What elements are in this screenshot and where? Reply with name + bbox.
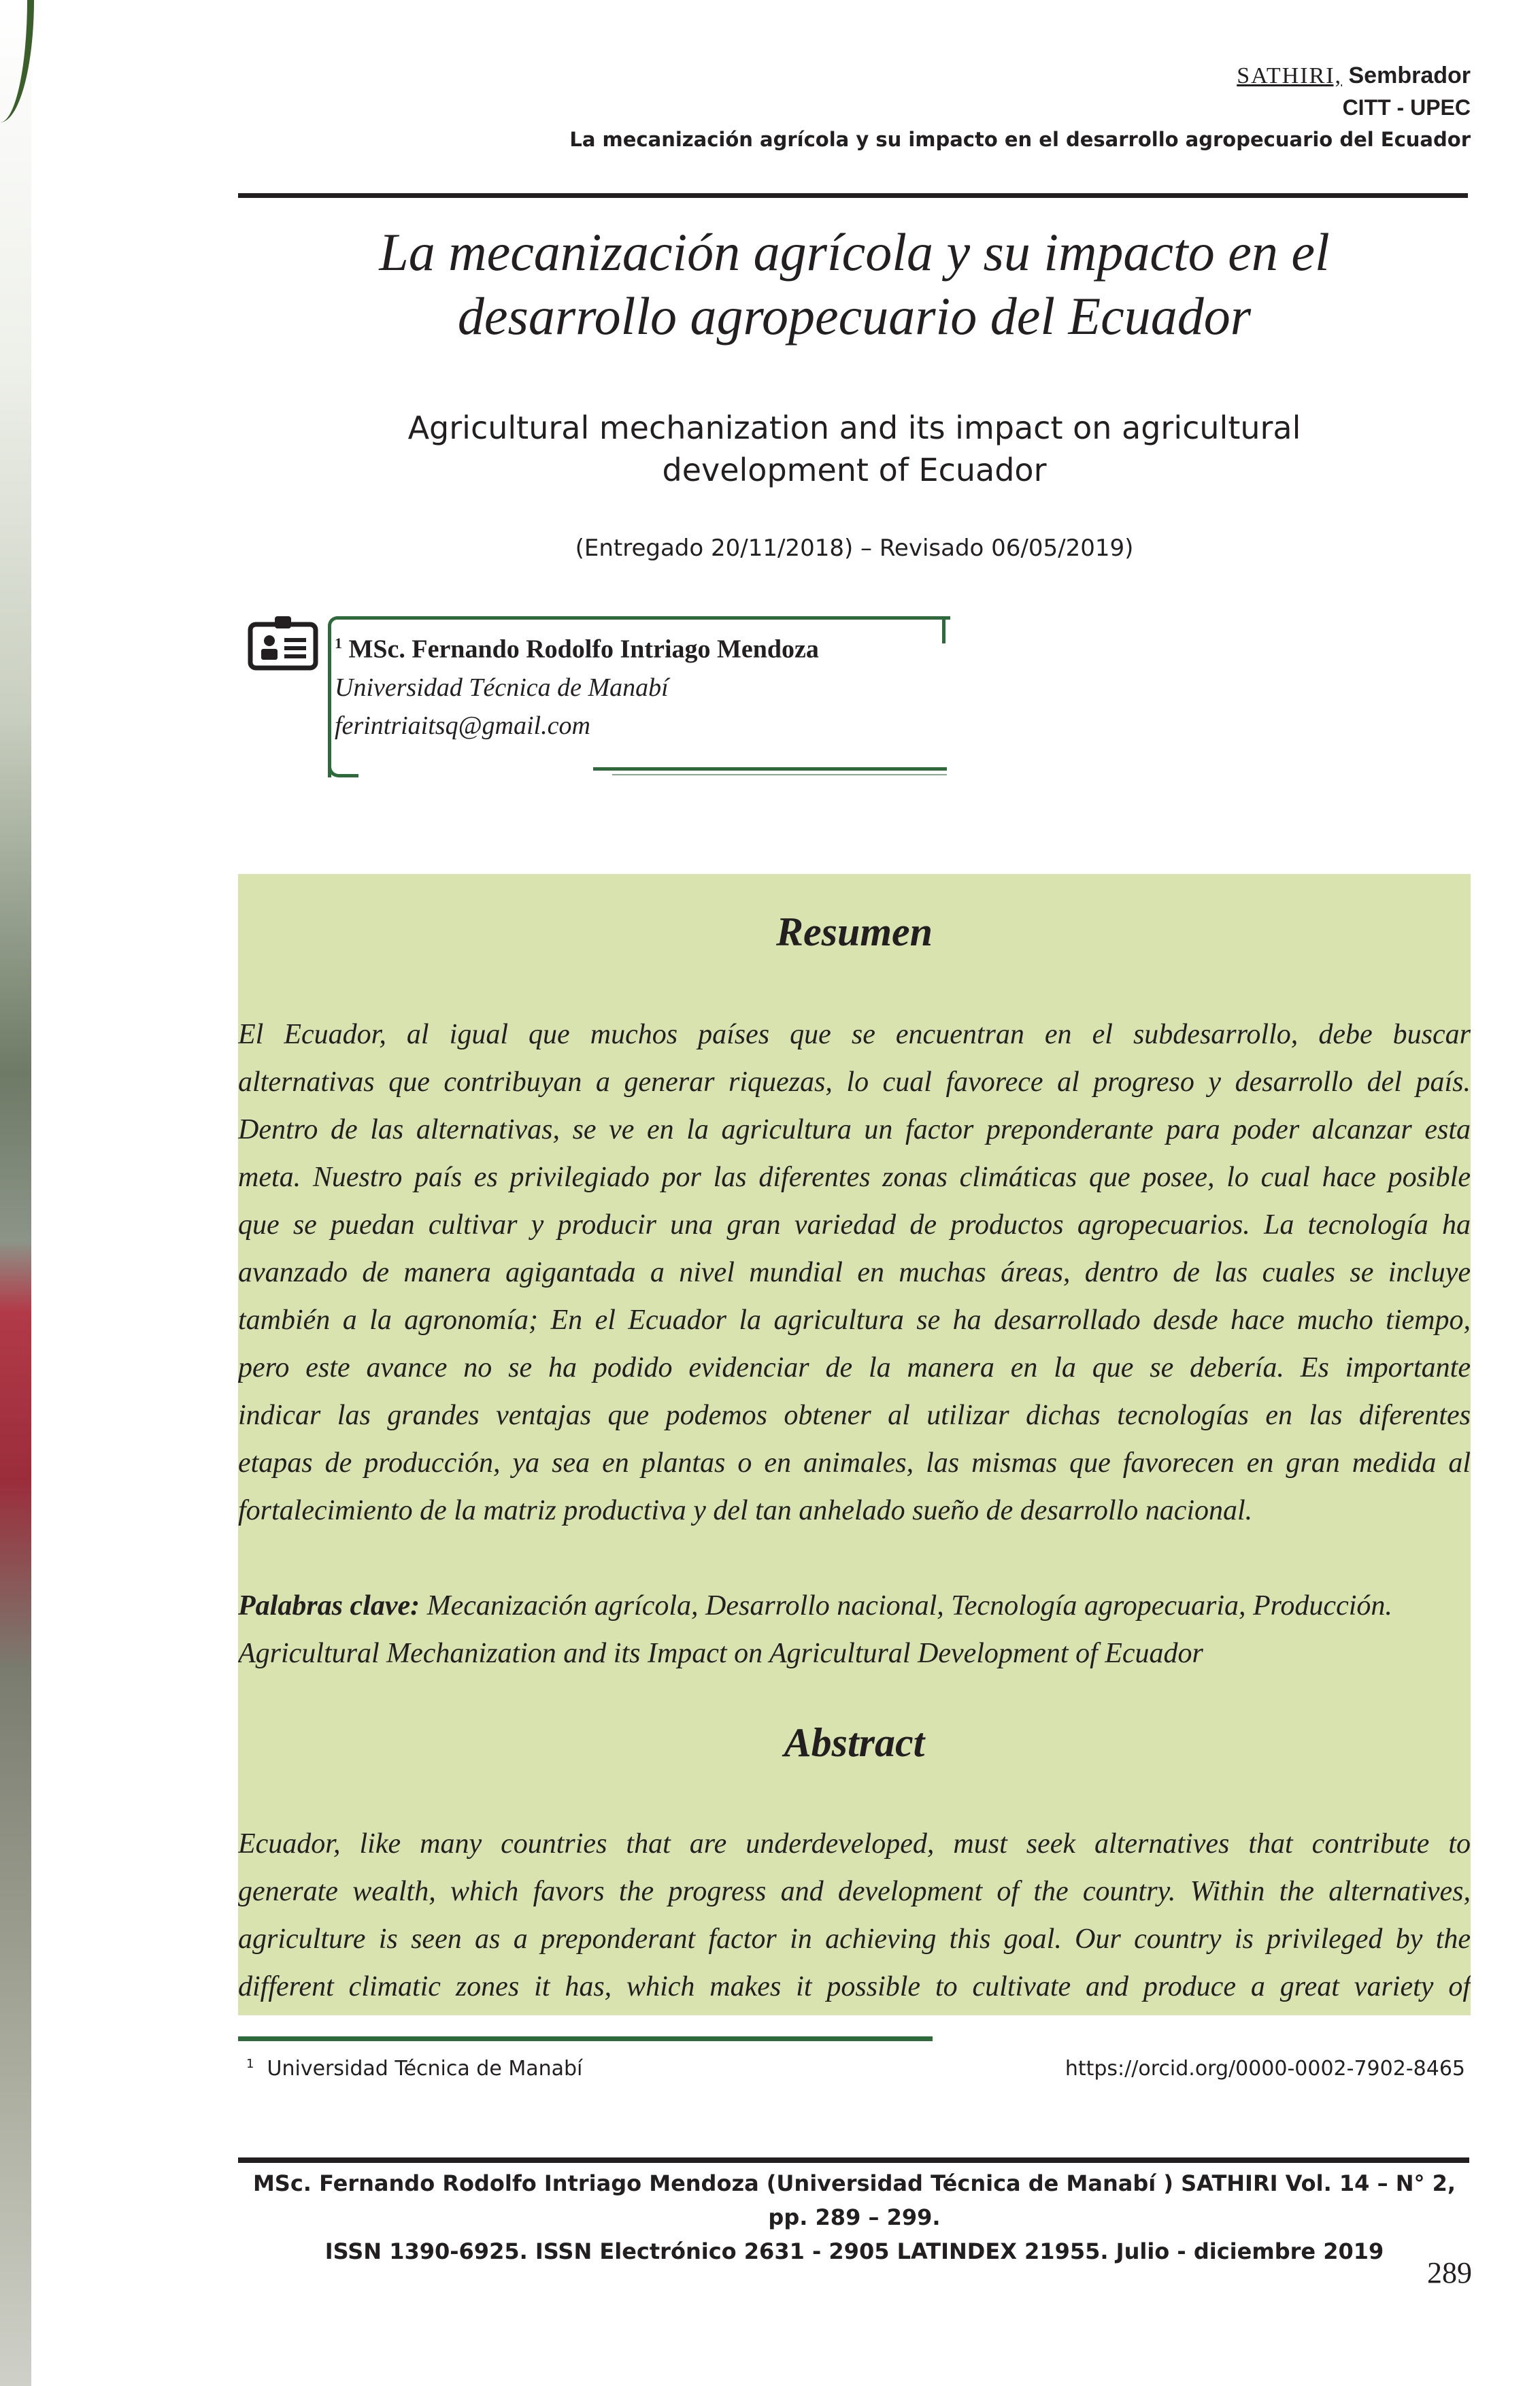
orcid-link[interactable]: https://orcid.org/0000-0002-7902-8465 (1065, 2057, 1465, 2081)
journal-header (1237, 63, 1471, 89)
abstract-heading: Abstract (784, 1720, 925, 1765)
author-box-edge (942, 616, 945, 643)
subtitle-line: development of Ecuador (662, 452, 1047, 488)
citation-line: MSc. Fernando Rodolfo Intriago Mendoza (Universidad Técnica de Manabí ) SATHIRI Vol. 14 – N° 2, pp. 289 – 299. (252, 2170, 1456, 2230)
text-line: pero este avance no se ha podido evidenciar de la manera en la que se debería. Es importante (238, 1352, 1471, 1383)
footnote-sup: 1 (246, 2057, 254, 2071)
text-line: generate wealth, which favors the progress and development of the country. Within the alternatives, (238, 1876, 1471, 1907)
journal-name: SATHIRI, (1237, 63, 1343, 88)
subtitle-line: Agricultural mechanization and its impact on agricultural (407, 409, 1301, 446)
page-number: 289 (1427, 2256, 1472, 2289)
submission-dates: (Entregado 20/11/2018) – Revisado 06/05/2019) (575, 535, 1134, 562)
title-line: La mecanización agrícola y su impacto en el (379, 222, 1330, 282)
text-line: avanzado de manera agigantada a nivel mundial en muchas áreas, dentro de las cuales se incluye (238, 1257, 1471, 1288)
text-line: alternativas que contribuyan a generar riquezas, lo cual favorece al progreso y desarrollo del país. (238, 1066, 1471, 1098)
text-line: Dentro de las alternativas, se ve en la agricultura un factor preponderante para poder alcanzar esta (238, 1114, 1471, 1145)
org-label: CITT - UPEC (1342, 95, 1471, 120)
author-name: MSc. Fernando Rodolfo Intriago Mendoza (348, 635, 819, 664)
english-title-line: Agricultural Mechanization and its Impact on Agricultural Development of Ecuador (238, 1638, 1203, 1669)
text-line: agriculture is seen as a preponderant factor in achieving this goal. Our country is privileged by the (238, 1923, 1471, 1955)
footnote-text: Universidad Técnica de Manabí (267, 2057, 583, 2081)
text-line: Ecuador, like many countries that are underdeveloped, must seek alternatives that contribute to (238, 1828, 1471, 1860)
id-card-icon (248, 615, 318, 671)
footnote-rule (238, 2036, 933, 2041)
footnote (246, 2057, 582, 2081)
footer-rule (238, 2157, 1469, 2163)
page-title (238, 220, 1471, 348)
author-box-rule-thin (612, 774, 947, 775)
text-line: El Ecuador, al igual que muchos países que se encuentran en el subdesarrollo, debe buscar (238, 1019, 1471, 1050)
issn-line: ISSN 1390-6925. ISSN Electrónico 2631 - 2905 LATINDEX 21955. Julio - diciembre 2019 (324, 2238, 1384, 2264)
citation-footer (238, 2166, 1471, 2268)
text-line: meta. Nuestro país es privilegiado por las diferentes zonas climáticas que posee, lo cual hace posible (238, 1162, 1471, 1193)
author-block (335, 624, 819, 745)
text-line: etapas de producción, ya sea en plantas o en animales, las mismas que favorecen en gran medida al (238, 1447, 1471, 1479)
resumen-heading: Resumen (775, 909, 933, 954)
text-line: que se puedan cultivar y producir una gran variedad de productos agropecuarios. La tecnología ha (238, 1209, 1471, 1241)
keywords-block (238, 1582, 1471, 1677)
text-line: también a la agronomía; En el Ecuador la agricultura se ha desarrollado desde hace mucho tiempo, (238, 1305, 1471, 1336)
running-title: La mecanización agrícola y su impacto en el desarrollo agropecuario del Ecuador (569, 128, 1471, 151)
author-affiliation: Universidad Técnica de Manabí (335, 673, 669, 702)
text-line: different climatic zones it has, which makes it possible to cultivate and produce a great variety of (238, 1971, 1471, 2002)
text-line: indicar las grandes ventajas que podemos obtener al utilizar dichas tecnologías en las diferentes (238, 1400, 1471, 1431)
header-rule (238, 193, 1468, 198)
english-title (238, 407, 1471, 491)
journal-subname: Sembrador (1348, 63, 1471, 88)
resumen-text (238, 1011, 1471, 1534)
title-line: desarrollo agropecuario del Ecuador (457, 286, 1252, 346)
author-box-corner (328, 748, 358, 777)
cover-photo-strip (0, 0, 31, 2386)
author-box-rule (593, 767, 947, 771)
keywords-label: Palabras clave: (238, 1590, 420, 1622)
abstract-text (238, 1820, 1471, 2011)
keywords-text: Mecanización agrícola, Desarrollo nacional, Tecnología agropecuaria, Producción. (420, 1590, 1392, 1622)
text-line: fortalecimiento de la matriz productiva y del tan anhelado sueño de desarrollo nacional. (238, 1495, 1253, 1526)
author-email[interactable]: ferintriaitsq@gmail.com (335, 711, 590, 740)
author-sup: 1 (335, 635, 342, 652)
